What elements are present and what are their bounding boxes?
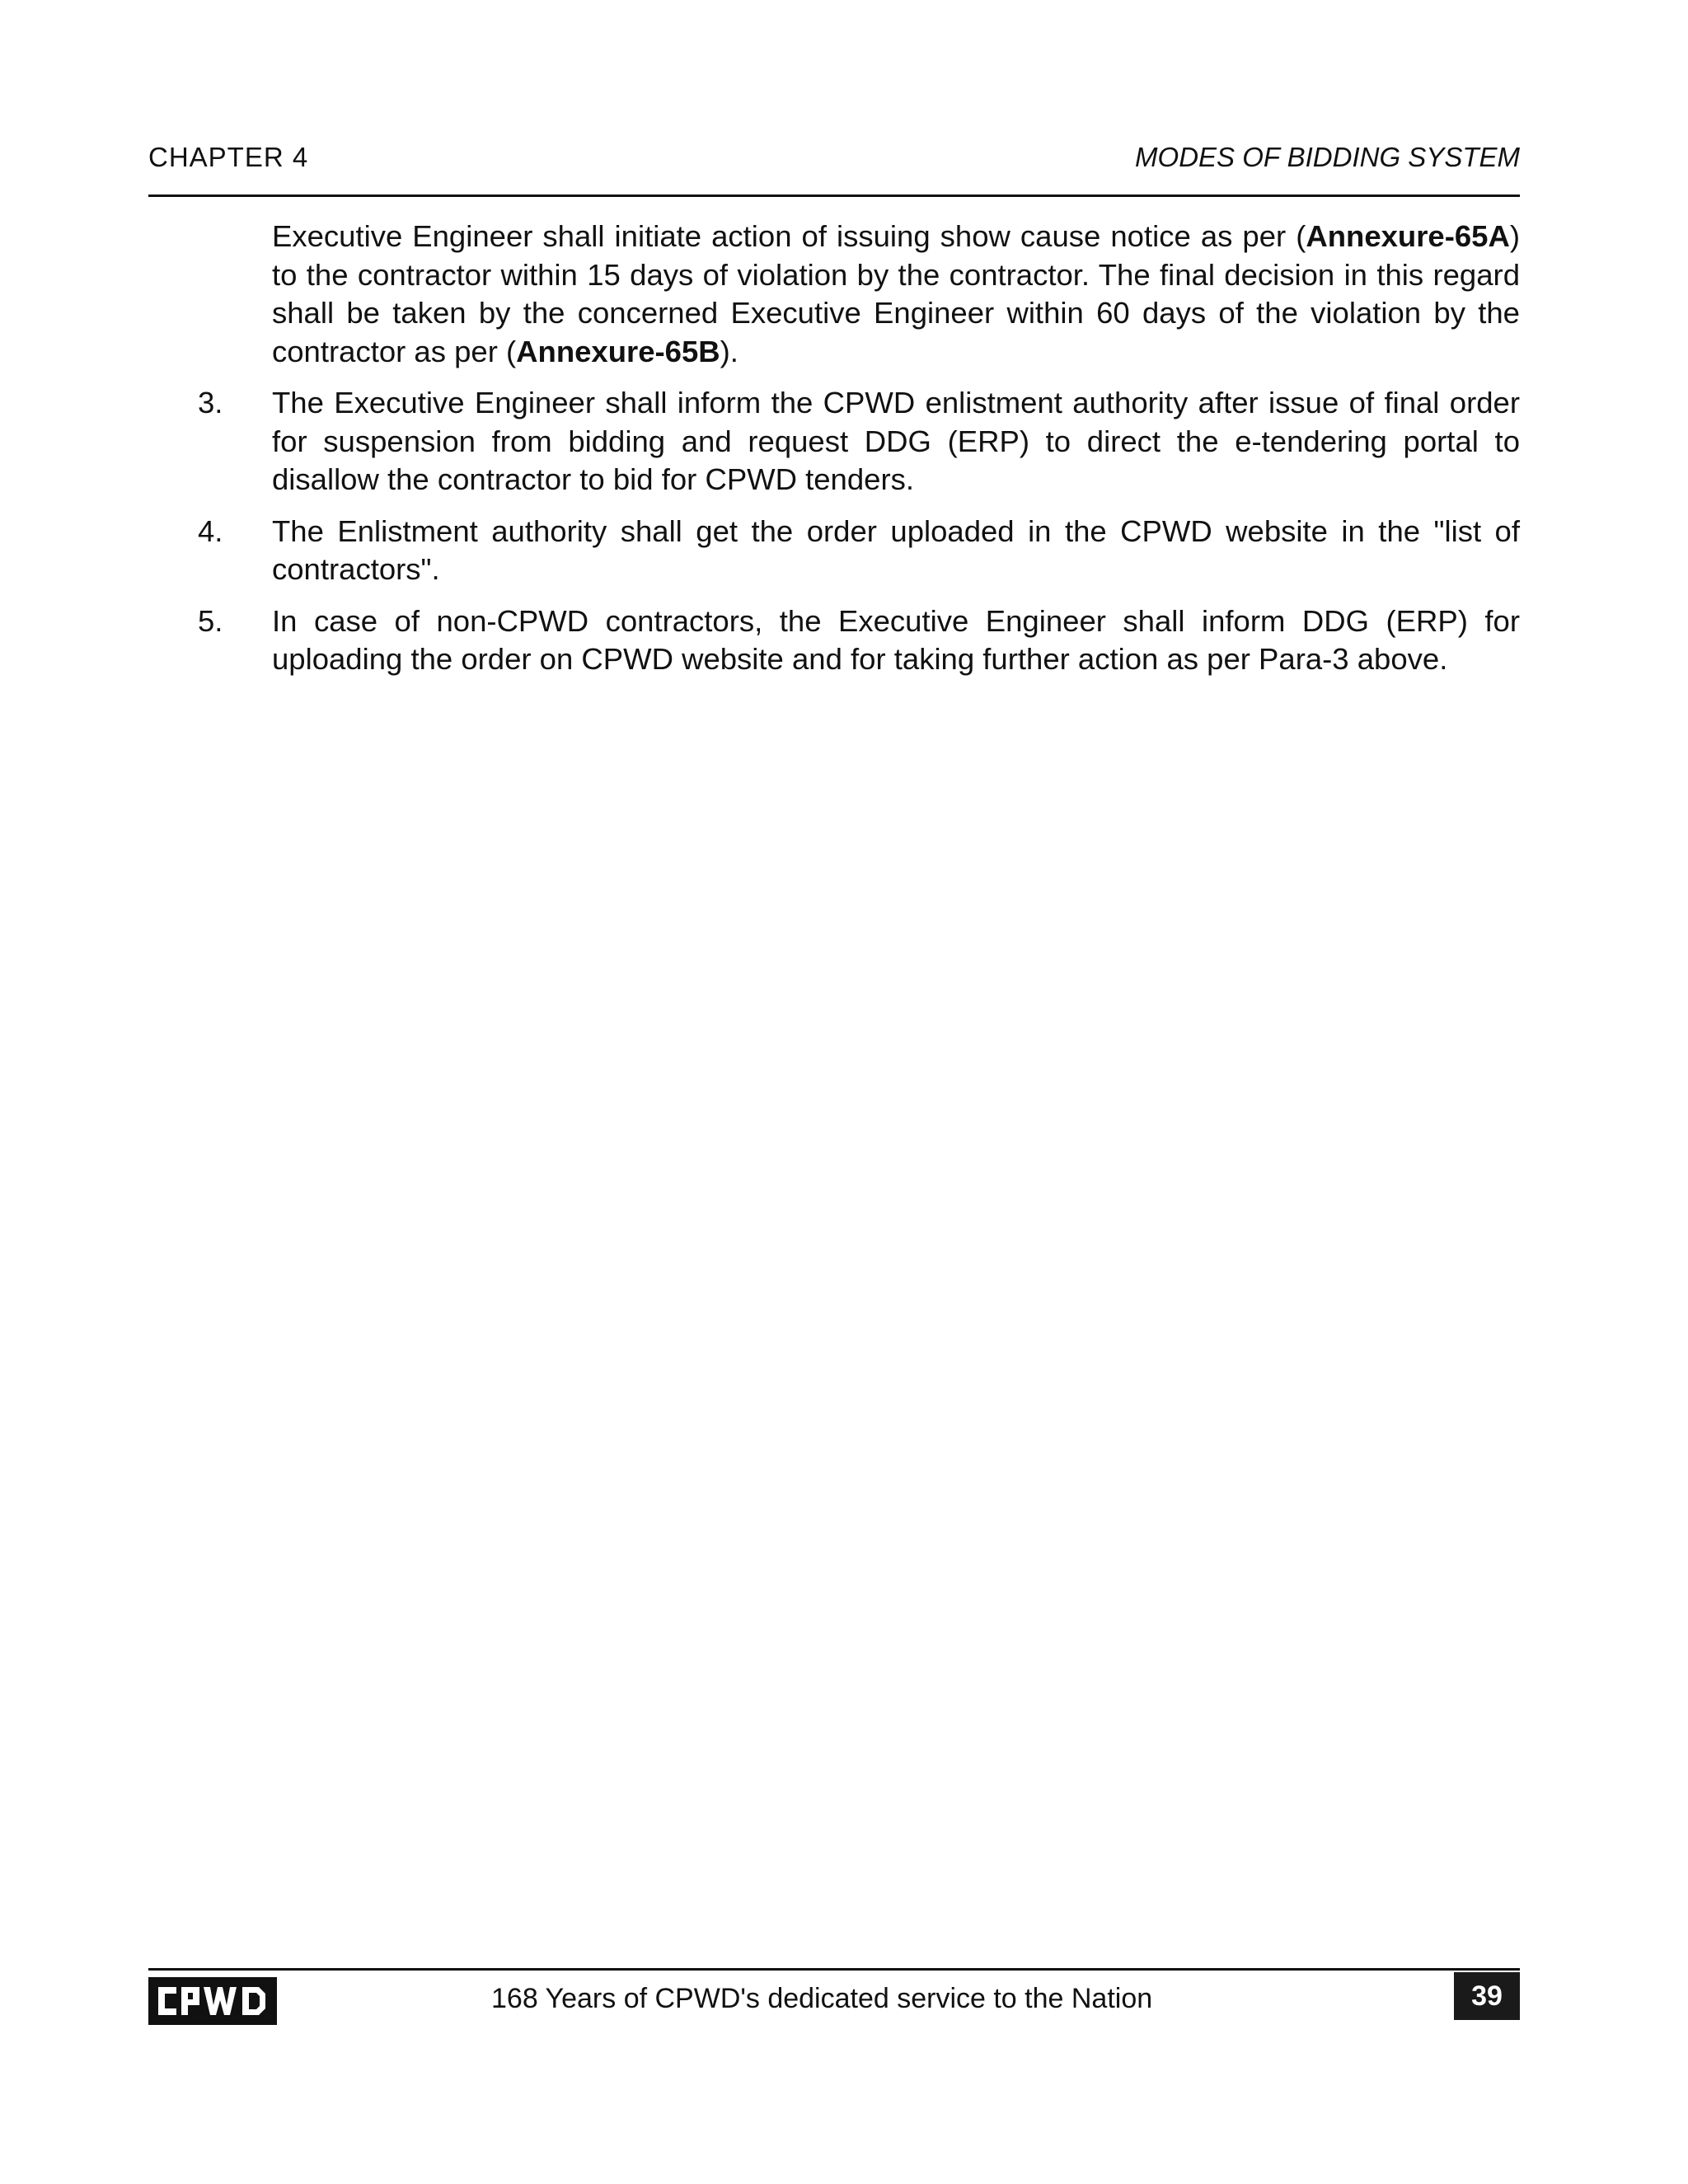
chapter-label: CHAPTER 4 xyxy=(148,142,309,172)
document-body xyxy=(148,218,1520,679)
item-number: 4. xyxy=(198,513,223,548)
item-number: 5. xyxy=(198,603,223,638)
annexure-65a-ref: Annexure-65A xyxy=(1306,219,1510,253)
list-item-4 xyxy=(148,513,1520,589)
item-number: 3. xyxy=(198,386,223,419)
continuation-paragraph xyxy=(272,218,1520,371)
footer-divider xyxy=(148,1968,1520,1971)
annexure-65b-ref: Annexure-65B xyxy=(516,334,720,368)
paragraph-text: ) to the contractor within 15 days of violation by the contractor. The final decision in this regard shall be taken by the concerned Executive Engineer within 60 days of the violation by the contractor as per ( xyxy=(272,219,1520,368)
footer-tagline: 168 Years of CPWD's dedicated service to the Nation xyxy=(491,1983,1153,2014)
item-text: The Enlistment authority shall get the order uploaded in the CPWD website in the "list of contractors". xyxy=(272,513,1520,586)
header-divider xyxy=(148,194,1520,197)
page-header xyxy=(148,142,1520,183)
item-text: In case of non-CPWD contractors, the Executive Engineer shall inform DDG (ERP) for uploading the order on CPWD website and for taking further action as per Para-3 above. xyxy=(272,603,1520,676)
item-text: The Executive Engineer shall inform the CPWD enlistment authority after issue of final order for suspension from bidding and request DDG (ERP) to direct the e-tendering portal to disallow the contractor to bid for CPWD tenders. xyxy=(272,386,1520,496)
list-item-5 xyxy=(148,602,1520,679)
list-item-3 xyxy=(148,384,1520,499)
cpwd-logo xyxy=(148,1977,277,2025)
paragraph-text: Executive Engineer shall initiate action of issuing show cause notice as per ( xyxy=(272,219,1306,253)
page-number-badge: 39 xyxy=(1454,1972,1520,2020)
paragraph-text: ). xyxy=(720,334,738,368)
section-title: MODES OF BIDDING SYSTEM xyxy=(1135,142,1520,172)
